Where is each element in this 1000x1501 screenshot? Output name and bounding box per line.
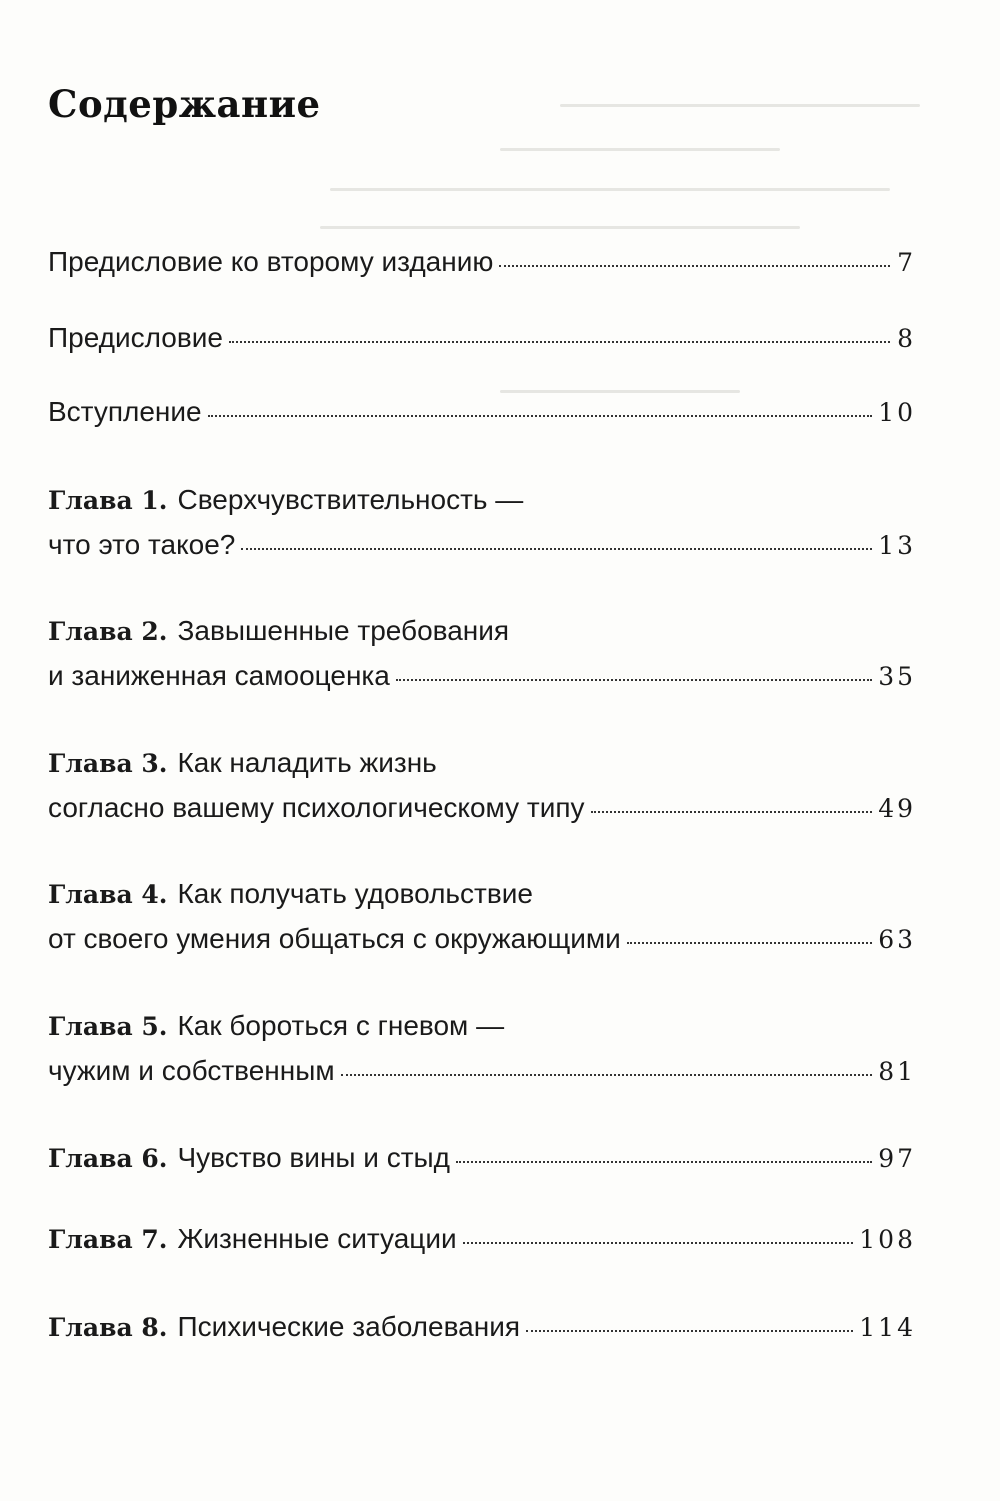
toc-entry-line	[48, 1136, 916, 1181]
chapter-label: Глава 3.	[48, 749, 168, 778]
page-number: 13	[878, 531, 916, 560]
dot-leader	[627, 942, 872, 944]
chapter-label: Глава 1.	[48, 486, 168, 515]
show-through-mark	[500, 148, 780, 151]
page-number: 97	[878, 1144, 916, 1173]
entry-title: Завышенные требования	[177, 615, 510, 646]
dot-leader	[341, 1074, 873, 1076]
page-number: 114	[859, 1313, 916, 1342]
chapter-label: Глава 8.	[48, 1313, 168, 1342]
entry-title: Предисловие ко второму изданию	[48, 246, 494, 277]
entry-title: согласно вашему психологическому типу	[48, 792, 585, 823]
show-through-mark	[560, 104, 920, 107]
show-through-mark	[330, 188, 890, 191]
page-number: 35	[878, 662, 916, 691]
toc-entry[interactable]	[48, 390, 916, 435]
entry-title: от своего умения общаться с окружающими	[48, 923, 621, 954]
page-number: 49	[878, 794, 916, 823]
toc-entry-line	[48, 1004, 916, 1049]
entry-title: Предисловие	[48, 322, 223, 353]
entry-title: Жизненные ситуации	[177, 1223, 457, 1254]
toc-entry-line	[48, 316, 916, 361]
toc-entry[interactable]	[48, 741, 916, 831]
page-number: 7	[897, 248, 916, 277]
entry-title: Сверхчувствительность —	[177, 484, 524, 515]
toc-entry[interactable]	[48, 478, 916, 568]
dot-leader	[208, 415, 873, 417]
toc-entry-line	[48, 240, 916, 285]
toc-entry-line	[48, 654, 916, 699]
toc-entry-line	[48, 872, 916, 917]
entry-title: Вступление	[48, 396, 202, 427]
page-number: 63	[878, 925, 916, 954]
page-title: Содержание	[48, 82, 321, 126]
page-number: 81	[878, 1057, 916, 1086]
toc-entry[interactable]	[48, 1305, 916, 1350]
dot-leader	[526, 1330, 853, 1332]
entry-title: чужим и собственным	[48, 1055, 335, 1086]
toc-entry-line	[48, 1217, 916, 1262]
toc-entry[interactable]	[48, 1136, 916, 1181]
entry-title: что это такое?	[48, 529, 236, 560]
toc-entry-line	[48, 741, 916, 786]
dot-leader	[499, 265, 890, 267]
page-number: 10	[878, 398, 916, 427]
toc-entry[interactable]	[48, 316, 916, 361]
toc-entry-line	[48, 1049, 916, 1094]
toc-entry[interactable]	[48, 1217, 916, 1262]
toc-entry[interactable]	[48, 609, 916, 699]
toc-entry-line	[48, 478, 916, 523]
toc-entry-line	[48, 523, 916, 568]
toc-entry[interactable]	[48, 240, 916, 285]
entry-title: Как наладить жизнь	[177, 747, 437, 778]
show-through-mark	[320, 226, 800, 229]
dot-leader	[241, 548, 872, 550]
toc-entry-line	[48, 390, 916, 435]
entry-title: Чувство вины и стыд	[177, 1142, 451, 1173]
dot-leader	[396, 679, 872, 681]
entry-title: Психические заболевания	[177, 1311, 520, 1342]
dot-leader	[591, 811, 873, 813]
dot-leader	[229, 341, 890, 343]
chapter-label: Глава 5.	[48, 1012, 168, 1041]
chapter-label: Глава 4.	[48, 880, 168, 909]
toc-entry-line	[48, 1305, 916, 1350]
toc-entry[interactable]	[48, 1004, 916, 1094]
chapter-label: Глава 2.	[48, 617, 168, 646]
entry-title: и заниженная самооценка	[48, 660, 390, 691]
dot-leader	[456, 1161, 872, 1163]
toc-entry-line	[48, 786, 916, 831]
dot-leader	[463, 1242, 854, 1244]
toc-entry-line	[48, 609, 916, 654]
toc-entry[interactable]	[48, 872, 916, 962]
chapter-label: Глава 7.	[48, 1225, 168, 1254]
entry-title: Как получать удовольствие	[177, 878, 533, 909]
chapter-label: Глава 6.	[48, 1144, 168, 1173]
toc-entry-line	[48, 917, 916, 962]
page-number: 8	[897, 324, 916, 353]
entry-title: Как бороться с гневом —	[177, 1010, 505, 1041]
page-number: 108	[859, 1225, 916, 1254]
